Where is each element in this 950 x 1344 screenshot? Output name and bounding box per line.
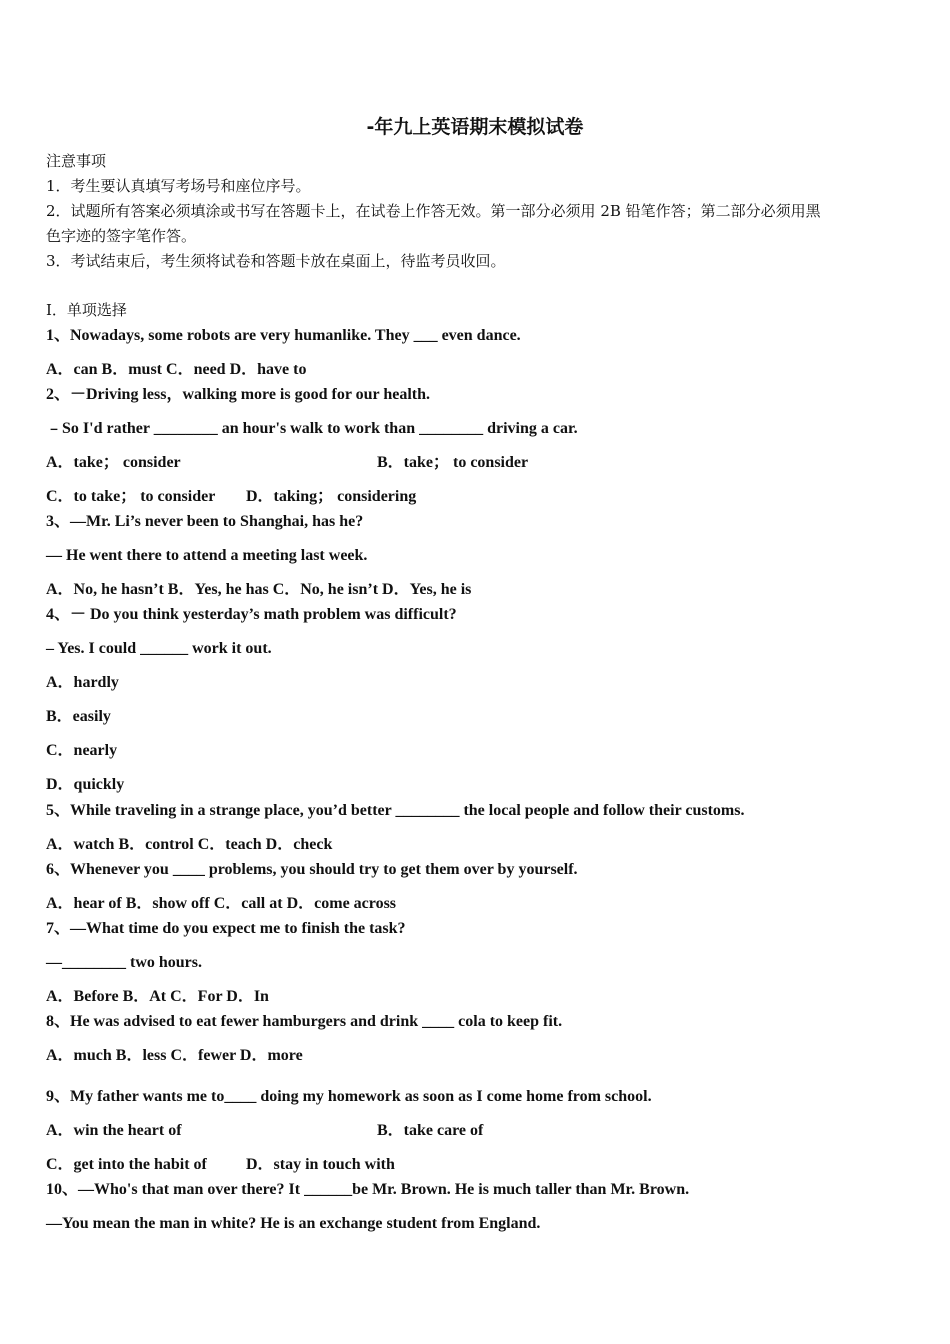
- question-stem: 7、—What time do you expect me to finish the task?: [46, 920, 406, 937]
- option-c: C．to take； to consider: [46, 488, 216, 505]
- question-stem: 3、—Mr. Li’s never been to Shanghai, has he?: [46, 513, 364, 530]
- question-stem: 8、He was advised to eat fewer hamburgers and drink ____ cola to keep fit.: [46, 1013, 563, 1030]
- question-options: A．hear of B．show off C．call at D．come across: [46, 895, 397, 912]
- notice-heading: 注意事项: [46, 152, 107, 170]
- option-a: A．take； consider: [46, 454, 181, 471]
- notice-item: 2．试题所有答案必须填涂或书写在答题卡上，在试卷上作答无效。第一部分必须用 2B 铅笔作答；第二部分必须用黑: [46, 202, 821, 220]
- question-stem-continued: —You mean the man in white? He is an exchange student from England.: [46, 1215, 541, 1232]
- notice-item: 3．考试结束后，考生须将试卷和答题卡放在桌面上，待监考员收回。: [46, 252, 506, 270]
- question-options: A．can B．must C．need D．have to: [46, 361, 307, 378]
- notice-item: 色字迹的签字笔作答。: [46, 227, 197, 245]
- option-a: A．win the heart of: [46, 1122, 182, 1139]
- question-options: A．much B．less C．fewer D．more: [46, 1047, 303, 1064]
- option-a: A．hardly: [46, 674, 119, 691]
- question-stem-continued: ﹣So I'd rather ________ an hour's walk to work than ________ driving a car.: [46, 420, 578, 437]
- question-options: A．Before B．At C．For D．In: [46, 988, 269, 1005]
- question-stem-continued: —________ two hours.: [46, 954, 203, 971]
- question-stem-continued: — He went there to attend a meeting last week.: [46, 547, 368, 564]
- question-stem: 9、My father wants me to____ doing my homework as soon as I come home from school.: [46, 1088, 652, 1105]
- question-stem: 1、Nowadays, some robots are very humanlike. They ___ even dance.: [46, 327, 521, 344]
- option-d: D．quickly: [46, 776, 125, 793]
- question-stem: 5、While traveling in a strange place, you’d better ________ the local people and follow their customs.: [46, 802, 745, 819]
- page-title: -年九上英语期末模拟试卷: [366, 116, 584, 138]
- option-d: D．stay in touch with: [246, 1156, 395, 1173]
- question-options: A．No, he hasn’t B．Yes, he has C．No, he isn’t D．Yes, he is: [46, 581, 472, 598]
- section-heading: Ⅰ．单项选择: [46, 301, 127, 319]
- question-stem: 2、－Driving less，walking more is good for our health.: [46, 386, 431, 403]
- option-c: C．nearly: [46, 742, 118, 759]
- question-options: A．watch B．control C．teach D．check: [46, 836, 333, 853]
- option-b: B．easily: [46, 708, 111, 725]
- option-b: B．take care of: [377, 1122, 484, 1139]
- option-c: C．get into the habit of: [46, 1156, 207, 1173]
- question-stem: 6、Whenever you ____ problems, you should try to get them over by yourself.: [46, 861, 578, 878]
- question-stem: 4、－ Do you think yesterday’s math problem was difficult?: [46, 606, 457, 623]
- option-d: D．taking； considering: [246, 488, 417, 505]
- notice-item: 1．考生要认真填写考场号和座位序号。: [46, 177, 311, 195]
- question-stem: 10、—Who's that man over there? It ______be Mr. Brown. He is much taller than Mr. Brown.: [46, 1181, 690, 1198]
- question-stem-continued: – Yes. I could ______ work it out.: [46, 640, 272, 657]
- option-b: B．take； to consider: [377, 454, 529, 471]
